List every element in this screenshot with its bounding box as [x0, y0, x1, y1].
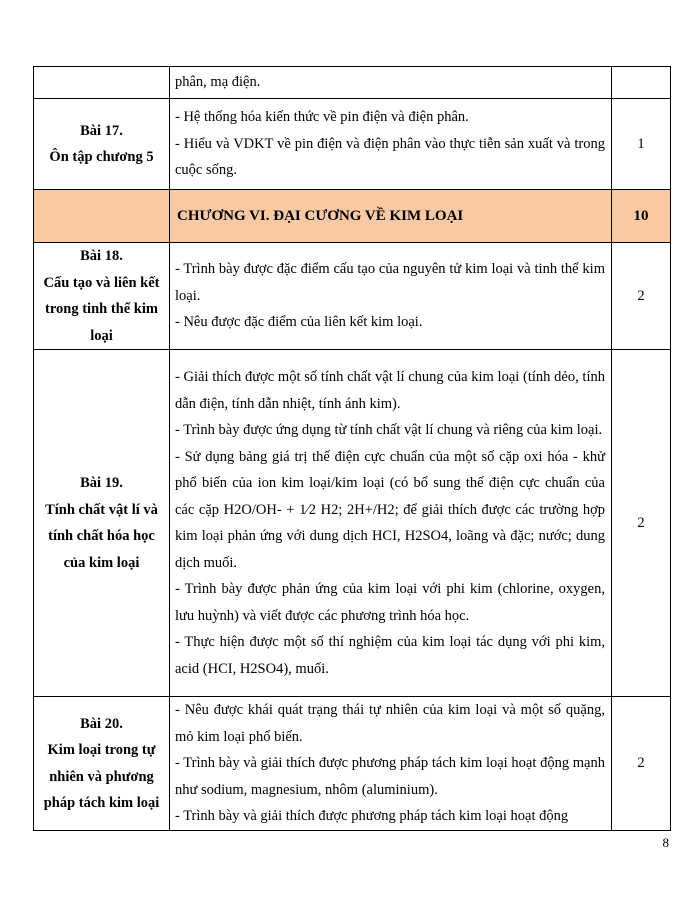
content-line: - Thực hiện được một số thí nghiệm của kim loại tác dụng với phi kim, acid (HCI, H2SO4), muối.: [175, 634, 605, 677]
table-row: [34, 697, 671, 831]
lesson-title: Cấu tạo và liên kết trong tinh thể kim loại: [43, 274, 160, 344]
period-cell: 2: [612, 350, 671, 697]
chapter-title: CHƯƠNG VI. ĐẠI CƯƠNG VỀ KIM LOẠI: [170, 190, 612, 243]
lesson-cell: [34, 99, 170, 190]
chapter-periods: 10: [612, 190, 671, 243]
lesson-cell: [34, 243, 170, 350]
lesson-cell: [34, 67, 170, 99]
period-cell: [612, 67, 671, 99]
content-line: - Hệ thống hóa kiến thức về pin điện và điện phân.: [175, 109, 469, 126]
content-cell: [170, 697, 612, 831]
lesson-cell: [34, 697, 170, 831]
lesson-number: Bài 18.: [80, 248, 123, 264]
content-cell: [170, 243, 612, 350]
content-line: - Nêu được khái quát trạng thái tự nhiên của kim loại và một số quặng, mỏ kim loại phổ biến.: [175, 702, 605, 745]
lesson-number: Bài 17.: [80, 122, 123, 139]
content-line: - Giải thích được một số tính chất vật lí chung của kim loại (tính dẻo, tính dẫn điện, tính dẫn nhiệt, tính ánh kim).: [175, 369, 605, 412]
table-row: [34, 67, 671, 99]
content-line: - Trình bày được phản ứng của kim loại với phi kim (chlorine, oxygen, lưu huỳnh) và viết được các phương trình hóa học.: [175, 581, 605, 624]
content-line: - Hiểu và VDKT về pin điện và điện phân vào thực tiễn sản xuất và trong cuộc sống.: [175, 135, 605, 179]
content-cell: [170, 99, 612, 190]
content-cell: [170, 350, 612, 697]
lesson-title: Kim loại trong tự nhiên và phương pháp tách kim loại: [43, 742, 160, 811]
lesson-cell: [34, 350, 170, 697]
content-line: - Nêu được đặc điểm của liên kết kim loại.: [175, 314, 423, 331]
content-line: - Trình bày và giải thích được phương pháp tách kim loại hoạt động: [175, 808, 569, 825]
content-line: - Sử dụng bảng giá trị thế điện cực chuẩn của một số cặp oxi hóa - khử phổ biến của ion kim loại/kim loại (có bổ sung thế điện cực chuẩn của các cặp H2O/OH- + 1⁄2 H2; 2H+/H2; để giải thích được các trường hợp kim loại phản ứng với dung dịch HCI, H2SO4, loãng và đặc; nước; dung dịch muối.: [175, 448, 605, 571]
chapter-blank-cell: [34, 190, 170, 243]
table-row: [34, 243, 671, 350]
table-row: [34, 350, 671, 697]
lesson-title: Ôn tập chương 5: [49, 149, 154, 165]
period-cell: 1: [612, 99, 671, 190]
period-cell: 2: [612, 697, 671, 831]
table-row: [34, 99, 671, 190]
content-line: - Trình bày và giải thích được phương pháp tách kim loại hoạt động mạnh như sodium, magnesium, nhôm (aluminium).: [175, 755, 605, 798]
chapter-row: [34, 190, 671, 243]
period-cell: 2: [612, 243, 671, 350]
content-cell: [170, 67, 612, 99]
page-number: 8: [662, 835, 669, 850]
lesson-number: Bài 19.: [80, 475, 123, 491]
lesson-title: Tính chất vật lí và tính chất hóa học của kim loại: [45, 501, 158, 571]
lesson-number: Bài 20.: [80, 715, 123, 732]
curriculum-table: [33, 66, 671, 831]
content-line: phân, mạ điện.: [175, 74, 261, 91]
content-line: - Trình bày được đặc điểm cấu tạo của nguyên tử kim loại và tinh thể kim loại.: [175, 261, 605, 304]
content-line: - Trình bày được ứng dụng từ tính chất vật lí chung và riêng của kim loại.: [175, 422, 603, 438]
